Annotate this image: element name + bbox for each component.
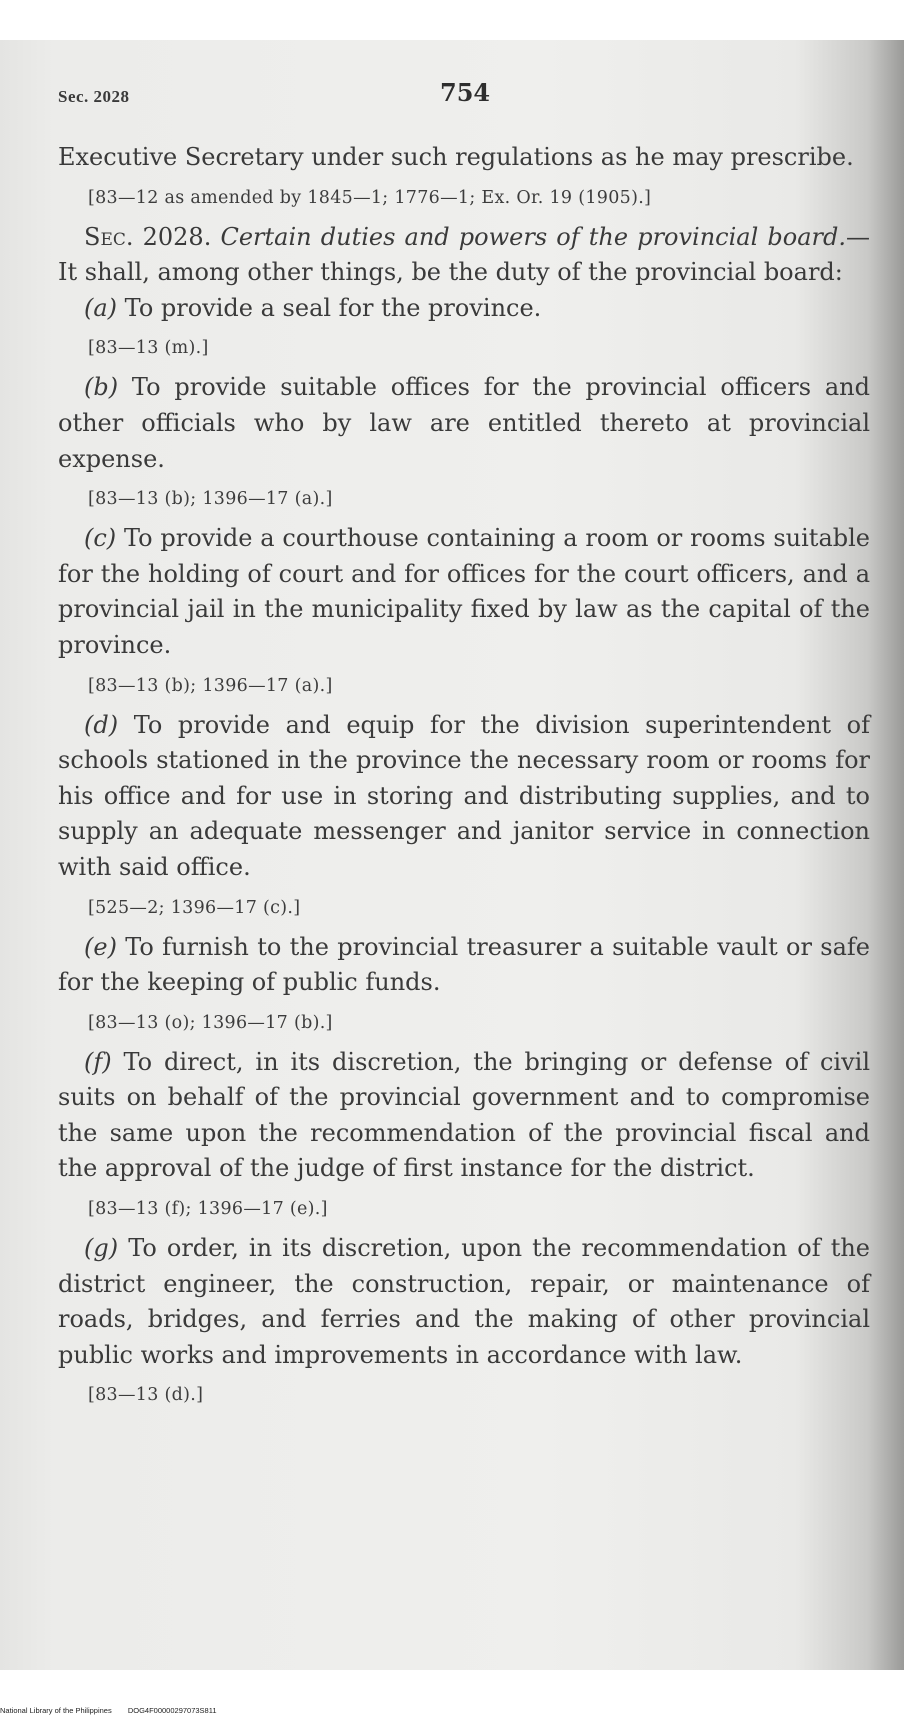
citation: [83—12 as amended by 1845—1; 1776—1; Ex. Or. 19 (1905).] [88,187,652,208]
citation: [83—13 (m).] [88,338,209,359]
citation: [83—13 (d).] [88,1385,204,1406]
page-number: 754 [440,78,491,107]
clause-label: (g) [84,1234,119,1263]
book-page [0,40,904,1670]
citation: [83—13 (f); 1396—17 (e).] [88,1199,328,1220]
clause-label: (d) [84,710,119,739]
scan-footer [0,1706,921,1720]
citation: [83—13 (b); 1396—17 (a).] [88,675,333,696]
clause-label: (a) [84,293,118,322]
clause-label: (c) [84,524,117,553]
clause-text: To provide and equip for the division superintendent of schools stationed in the province the necessary room or rooms for his office and for use in storing and distributing supplies, and to supply an adequate messenger and janitor service in connection with said office. [58,710,870,881]
library-credit: National Library of the Philippines [0,1706,112,1715]
clause-a [58,291,870,327]
clause-d [58,708,870,886]
clause-text: To furnish to the provincial treasurer a suitable vault or safe for the keeping of public funds. [58,932,870,997]
clause-f [58,1045,870,1187]
citation: [83—13 (b); 1396—17 (a).] [88,489,333,510]
clause-c [58,521,870,663]
sec-abbrev: Sec [84,222,126,251]
page-body [58,140,870,1417]
section-title: Certain duties and powers of the provincial board. [220,222,847,251]
section-label: Sec. 2028 [58,87,130,106]
section-body: —It shall, among other things, be the duty of the provincial board: [58,222,871,287]
section-heading-paragraph [58,220,870,291]
clause-text: To direct, in its discretion, the bringing or defense of civil suits on behalf of the provincial government and to compromise the same upon the recommendation of the provincial fiscal and the approval of the judge of first instance for the district. [58,1047,870,1183]
clause-label: (b) [84,373,119,402]
sec-number: . 2028. [125,222,221,251]
continuation-paragraph: Executive Secretary under such regulations as he may prescribe. [58,143,854,171]
clause-label: (e) [84,932,117,961]
citation: [525—2; 1396—17 (c).] [88,897,301,918]
page-header [0,40,904,120]
clause-text: To provide a courthouse containing a room or rooms suitable for the holding of court and for offices for the court officers, and a provincial jail in the municipality fixed by law as the capital of the province. [58,524,870,659]
clause-label: (f) [84,1047,112,1076]
document-code: DOG4F00000297073S811 [127,1706,217,1715]
clause-e [58,930,870,1001]
clause-b [58,370,870,477]
clause-text: To order, in its discretion, upon the recommendation of the district engineer, the construction, repair, or maintenance of roads, bridges, and ferries and the making of other provincial public works and improvements in accordance with law. [58,1234,870,1369]
clause-text: To provide a seal for the province. [117,293,542,322]
clause-g [58,1231,870,1373]
citation: [83—13 (o); 1396—17 (b).] [88,1012,333,1033]
clause-text: To provide suitable offices for the provincial officers and other officials who by law are entitled thereto at provincial expense. [58,373,870,473]
